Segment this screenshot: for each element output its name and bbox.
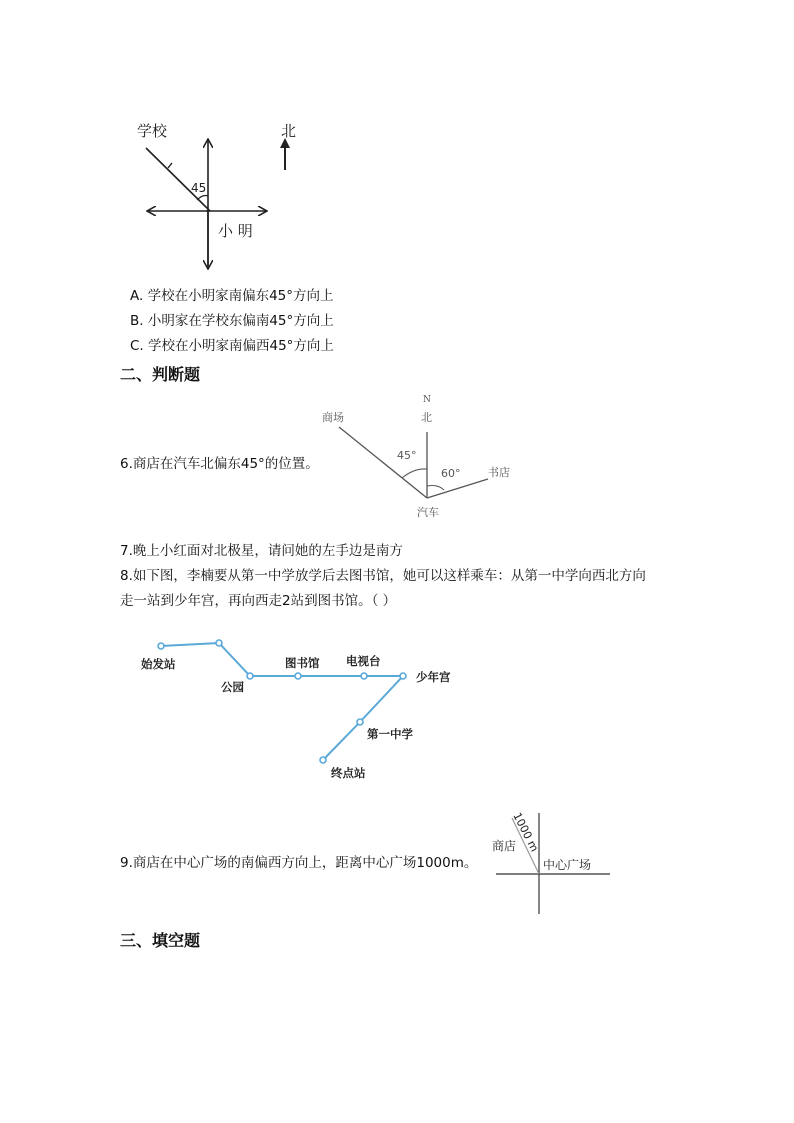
mall-label: 商场: [322, 411, 344, 424]
label-end: 终点站: [331, 766, 366, 780]
question-6: 6.商店在汽车北偏东45°的位置。: [120, 456, 319, 472]
label-tv: 电视台: [346, 654, 381, 668]
option-c: C. 学校在小明家南偏西45°方向上: [130, 338, 334, 354]
xiaoming-label: 小 明: [218, 222, 253, 240]
plaza-label: 中心广场: [543, 858, 592, 872]
car-label: 汽车: [417, 506, 439, 519]
label-library: 图书馆: [285, 656, 320, 670]
question-8-line2: 走一站到少年宫，再向西走2站到图书馆。（ ）: [120, 593, 397, 609]
north-label: 北: [421, 411, 432, 424]
label-school: 第一中学: [367, 727, 413, 741]
section-title-fill-blank: 三、填空题: [120, 931, 201, 950]
angle60-label: 60°: [441, 467, 461, 480]
question-7: 7.晚上小红面对北极星，请问她的左手边是南方: [120, 543, 403, 559]
shop-label: 商店: [492, 839, 517, 853]
angle45-label: 45°: [397, 449, 417, 462]
section-title-judgement: 二、判断题: [120, 365, 201, 384]
angle-label: 45: [191, 181, 207, 195]
label-youth: 少年宫: [416, 670, 451, 684]
option-a: A. 学校在小明家南偏东45°方向上: [130, 288, 334, 304]
distance-label: 1000 m: [510, 810, 542, 854]
question-9: 9.商店在中心广场的南偏西方向上，距离中心广场1000m。: [120, 855, 478, 871]
question-8-line1: 8.如下图，李楠要从第一中学放学后去图书馆，她可以这样乘车：从第一中学向西北方向: [120, 568, 646, 584]
option-b: B. 小明家在学校东偏南45°方向上: [130, 313, 334, 329]
n-label: N: [423, 395, 431, 405]
label-park: 公园: [221, 680, 244, 694]
bookstore-label: 书店: [488, 466, 510, 479]
north-label: 北: [281, 122, 297, 140]
school-label: 学校: [137, 122, 168, 140]
label-start: 始发站: [141, 657, 176, 671]
